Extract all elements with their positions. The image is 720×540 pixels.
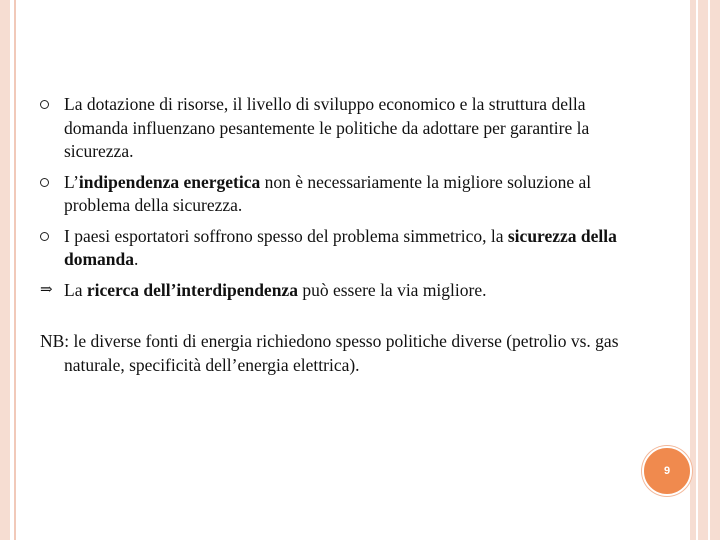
bullet-text <box>64 171 640 218</box>
bullet-item <box>40 93 640 164</box>
text-run: . <box>134 249 139 269</box>
text-run: I paesi esportatori soffrono spesso del problema simmetrico, la <box>64 225 508 246</box>
right-decorative-rule <box>708 0 710 540</box>
slide-content <box>40 93 640 377</box>
bold-text-run: indipendenza energetica <box>78 171 261 192</box>
bullet-text <box>64 225 640 272</box>
page-number-badge <box>642 446 692 496</box>
note-paragraph: NB: le diverse fonti di energia richiedono spesso politiche diverse (petrolio vs. gas naturale, specificità dell’energia elettrica). <box>40 331 619 375</box>
bold-text-run: ricerca dell’interdipendenza <box>86 279 298 300</box>
bold-text-run: sicurezza della domanda <box>64 225 617 269</box>
circle-bullet-icon <box>40 232 49 241</box>
right-decorative-rule <box>696 0 698 540</box>
bullet-text <box>64 279 640 303</box>
circle-bullet-icon <box>40 178 49 187</box>
bullet-item <box>40 171 640 218</box>
page-number: 9 <box>663 465 671 477</box>
text-run: può essere la via migliore. <box>297 279 487 300</box>
arrow-bullet-icon: ⇒ <box>40 281 53 298</box>
bullet-item <box>40 279 640 303</box>
left-decorative-rule <box>14 0 16 540</box>
circle-bullet-icon <box>40 100 49 109</box>
bullet-text <box>64 93 640 164</box>
bullet-item <box>40 225 640 272</box>
text-run: La <box>64 279 87 300</box>
text-run: La dotazione di risorse, il livello di sviluppo economico e la struttura della domanda influenzano pesantemente le politiche da adottare per garantire la sicurezza. <box>64 94 590 161</box>
right-decorative-stripe <box>690 0 720 540</box>
left-decorative-stripe <box>0 0 10 540</box>
text-run: non è necessariamente la migliore soluzione al problema della sicurezza. <box>64 171 592 215</box>
text-run: L’ <box>64 171 79 192</box>
